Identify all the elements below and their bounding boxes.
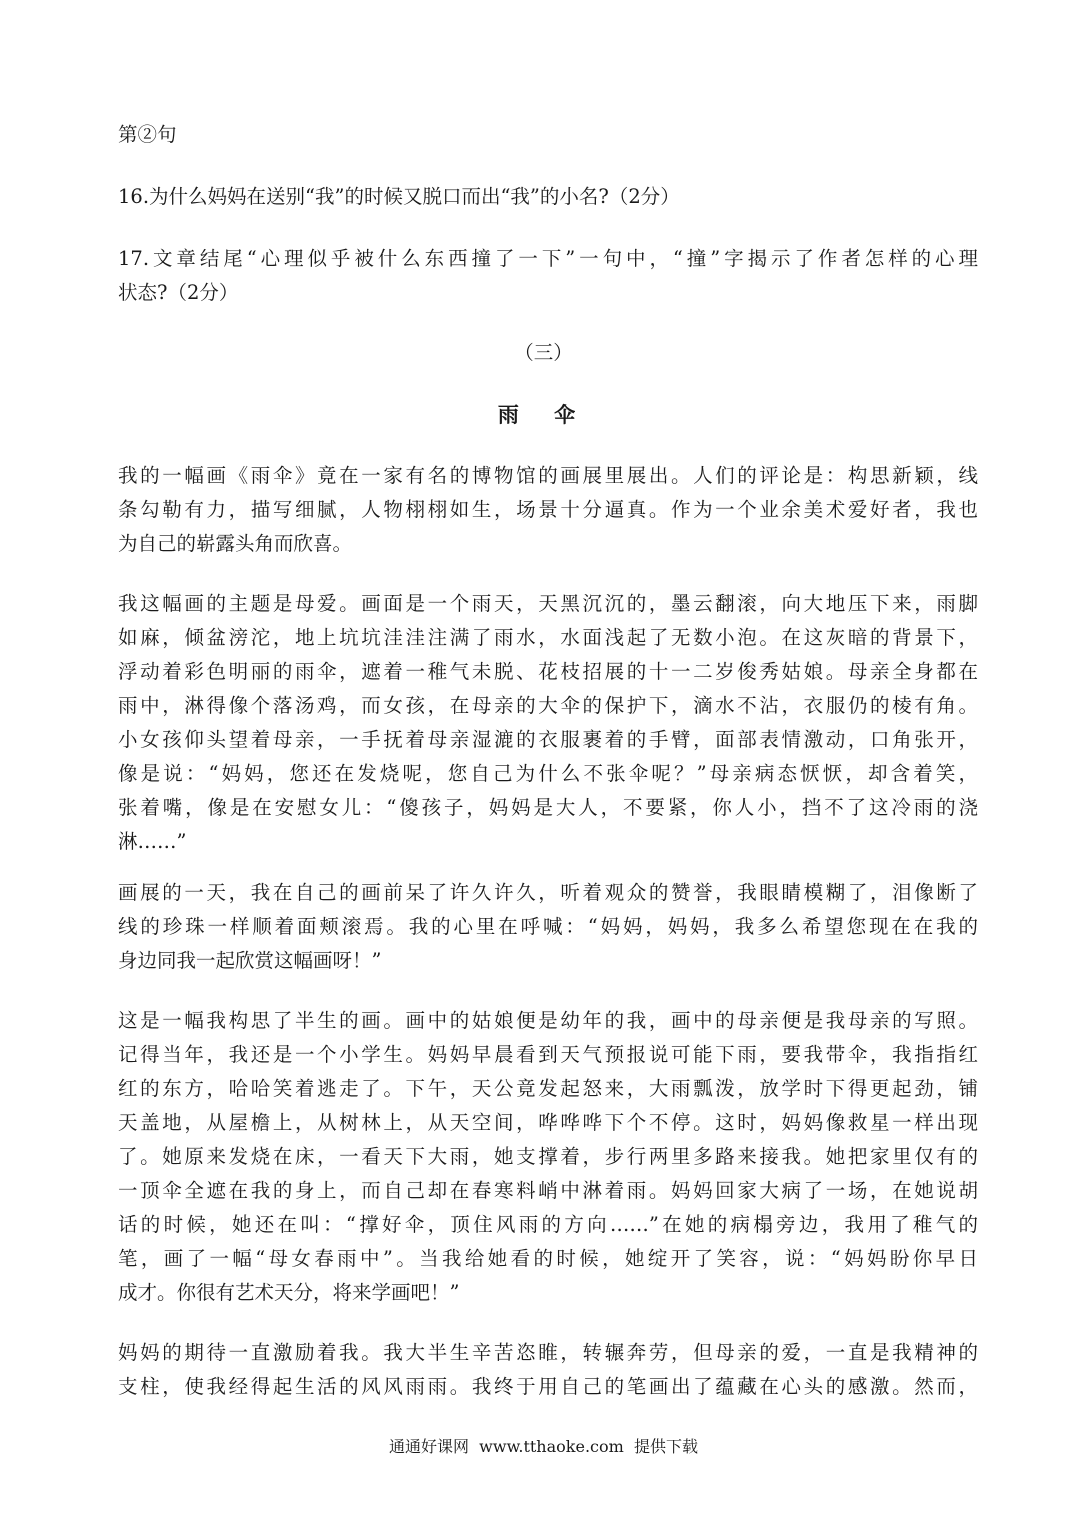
paragraph-5-line: 妈妈的期待一直激励着我。我大半生辛苦恣睢，转辗奔劳，但母亲的爱，一直是我精神的 <box>118 1341 978 1364</box>
section-number: （三） <box>514 341 573 364</box>
paragraph-4-line: 红的东方，哈哈笑着逃走了。下午，天公竟发起怒来，大雨瓢泼，放学时下得更起劲，铺 <box>118 1077 978 1100</box>
paragraph-2-line: 我这幅画的主题是母爱。画面是一个雨天，天黑沉沉的，墨云翻滚，向大地压下来，雨脚 <box>118 592 978 615</box>
paragraph-4-line: 这是一幅我构思了半生的画。画中的姑娘便是幼年的我，画中的母亲便是我母亲的写照。 <box>118 1009 978 1032</box>
paragraph-2-line: 如麻，倾盆滂沱，地上坑坑洼洼注满了雨水，水面浅起了无数小泡。在这灰暗的背景下， <box>118 626 978 649</box>
paragraph-4-line: 话的时候，她还在叫：“撑好伞，顶住风雨的方向……”在她的病榻旁边，我用了稚气的 <box>118 1213 978 1236</box>
paragraph-2-line: 淋……” <box>118 830 187 853</box>
paragraph-2-line: 小女孩仰头望着母亲，一手抚着母亲湿漉的衣服裹着的手臂，面部表情激动，口角张开， <box>118 728 978 751</box>
paragraph-3-line: 身边同我一起欣赏这幅画呀！” <box>118 949 382 972</box>
paragraph-3-line: 画展的一天，我在自己的画前呆了许久许久，听着观众的赞誉，我眼睛模糊了，泪像断了 <box>118 881 978 904</box>
paragraph-5-line: 支柱，使我经得起生活的风风雨雨。我终于用自己的笔画出了蕴藏在心头的感激。然而， <box>118 1375 978 1398</box>
question-17-line-1: 17.文章结尾“心理似乎被什么东西撞了一下”一句中，“撞”字揭示了作者怎样的心理 <box>118 247 978 270</box>
paragraph-4-line: 了。她原来发烧在床，一看天下大雨，她支撑着，步行两里多路来接我。她把家里仅有的 <box>118 1145 978 1168</box>
article-title: 雨 伞 <box>497 402 590 427</box>
paragraph-4-line: 一顶伞全遮在我的身上，而自己却在春寒料峭中淋着雨。妈妈回家大病了一场，在她说胡 <box>118 1179 978 1202</box>
paragraph-1-line: 条勾勒有力，描写细腻，人物栩栩如生，场景十分逼真。作为一个业余美术爱好者，我也 <box>118 498 978 521</box>
paragraph-4-line: 成才。你很有艺术天分，将来学画吧！” <box>118 1281 460 1304</box>
paragraph-2-line: 浮动着彩色明丽的雨伞，遮着一稚气未脱、花枝招展的十一二岁俊秀姑娘。母亲全身都在 <box>118 660 978 683</box>
paragraph-2-line: 张着嘴，像是在安慰女儿：“傻孩子，妈妈是大人，不要紧，你人小，挡不了这冷雨的浇 <box>118 796 978 819</box>
paragraph-3-line: 线的珍珠一样顺着面颊滚焉。我的心里在呼喊：“妈妈，妈妈，我多么希望您现在在我的 <box>118 915 978 938</box>
paragraph-4-line: 天盖地，从屋檐上，从树林上，从天空间，哗哗哗下个不停。这时，妈妈像救星一样出现 <box>118 1111 978 1134</box>
paragraph-4-line: 记得当年，我还是一个小学生。妈妈早晨看到天气预报说可能下雨，要我带伞，我指指红 <box>118 1043 978 1066</box>
paragraph-1-line: 我的一幅画《雨伞》竟在一家有名的博物馆的画展里展出。人们的评论是：构思新颖，线 <box>118 464 978 487</box>
question-16: 16.为什么妈妈在送别“我”的时候又脱口而出“我”的小名?（2分） <box>118 185 680 208</box>
paragraph-2-line: 像是说：“妈妈，您还在发烧呢，您自己为什么不张伞呢？”母亲病态恹恹，却含着笑， <box>118 762 978 785</box>
paragraph-2-line: 雨中，淋得像个落汤鸡，而女孩，在母亲的大伞的保护下，滴水不沾，衣服仍的棱有角。 <box>118 694 978 717</box>
paragraph-1-line: 为自己的崭露头角而欣喜。 <box>118 532 353 555</box>
page-footer: 通通好课网 www.tthaoke.com 提供下载 <box>389 1437 698 1456</box>
question-17-line-2: 状态?（2分） <box>118 281 239 304</box>
answer-line: 第②句 <box>118 123 177 146</box>
paragraph-4-line: 笔，画了一幅“母女春雨中”。当我给她看的时候，她绽开了笑容，说：“妈妈盼你早日 <box>118 1247 978 1270</box>
